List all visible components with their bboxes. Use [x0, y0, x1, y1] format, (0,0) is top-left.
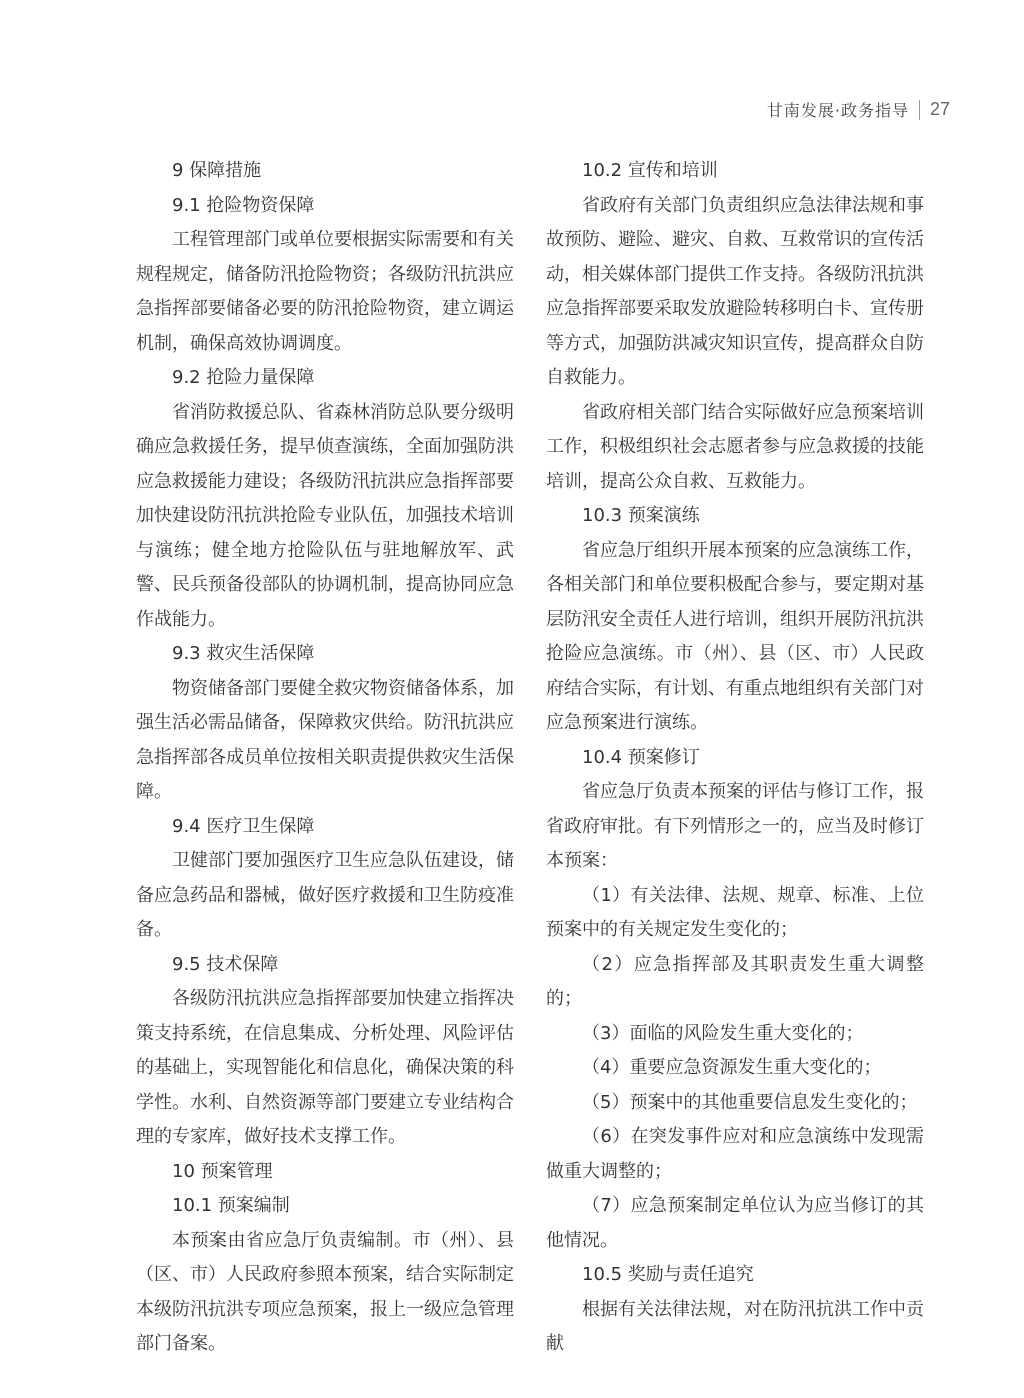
section-heading: 9.2 抢险力量保障 — [172, 367, 315, 388]
paragraph: （3）面临的风险发生重大变化的； — [582, 1022, 864, 1044]
section-heading: 9.1 抢险物资保障 — [172, 194, 315, 216]
section-heading: 10.1 预案编制 — [172, 1195, 290, 1216]
paragraph: （4）重要应急资源发生重大变化的； — [582, 1057, 882, 1078]
paragraph: 本预案由省应急厅负责编制。市（州）、县（区、市）人民政府参照本预案，结合实际制定本级防汛抗洪专项应急预案，报上一级应急管理部门备案。 — [136, 1229, 514, 1354]
paragraph: 省政府有关部门负责组织应急法律法规和事故预防、避险、避灾、自救、互救常识的宣传活动，相关媒体部门提供工作支持。各级防汛抗洪应急指挥部要采取发放避险转移明白卡、宣传册等方式，加强防洪减灾知识宣传，提高群众自防自救能力。 — [546, 194, 924, 388]
right-column — [546, 154, 924, 1362]
section-heading: 9 保障措施 — [172, 160, 262, 181]
section-heading: 10.4 预案修订 — [582, 746, 700, 768]
section-heading: 9.4 医疗卫生保障 — [172, 815, 315, 837]
paragraph: （1）有关法律、法规、规章、标准、上位预案中的有关规定发生变化的； — [546, 884, 924, 940]
page-header — [767, 98, 950, 121]
section-heading: 10.3 预案演练 — [582, 505, 700, 526]
paragraph: 省消防救援总队、省森林消防总队要分级明确应急救援任务，提早侦查演练，全面加强防洪应急救援能力建设；各级防汛抗洪应急指挥部要加快建设防汛抗洪抢险专业队伍，加强技术培训与演练；健全地方抢险队伍与驻地解放军、武警、民兵预备役部队的协调机制，提高协同应急作战能力。 — [136, 401, 514, 630]
paragraph: 省政府相关部门结合实际做好应急预案培训工作，积极组织社会志愿者参与应急救援的技能培训，提高公众自救、互救能力。 — [546, 401, 924, 492]
paragraph: 工程管理部门或单位要根据实际需要和有关规程规定，储备防汛抢险物资；各级防汛抗洪应急指挥部要储备必要的防汛抢险物资，建立调运机制，确保高效协调调度。 — [136, 229, 514, 354]
section-heading: 9.5 技术保障 — [172, 953, 279, 975]
paragraph: （5）预案中的其他重要信息发生变化的； — [582, 1091, 918, 1113]
section-heading: 9.3 救灾生活保障 — [172, 643, 315, 664]
paragraph: （7）应急预案制定单位认为应当修订的其他情况。 — [546, 1195, 924, 1251]
paragraph: （2）应急指挥部及其职责发生重大调整的； — [546, 953, 924, 1009]
paragraph: 卫健部门要加强医疗卫生应急队伍建设，储备应急药品和器械，做好医疗救援和卫生防疫准备。 — [136, 850, 514, 940]
section-heading: 10 预案管理 — [172, 1160, 273, 1182]
section-heading: 10.2 宣传和培训 — [582, 160, 718, 181]
publication-title: 甘南发展·政务指导 — [766, 101, 909, 120]
header-divider — [919, 100, 920, 120]
paragraph: 根据有关法律法规，对在防汛抗洪工作中贡献 — [546, 1298, 924, 1354]
section-heading: 10.5 奖励与责任追究 — [582, 1264, 754, 1285]
left-column — [136, 154, 514, 1362]
paragraph: （6）在突发事件应对和应急演练中发现需做重大调整的； — [546, 1126, 924, 1182]
paragraph: 各级防汛抗洪应急指挥部要加快建立指挥决策支持系统，在信息集成、分析处理、风险评估的基础上，实现智能化和信息化，确保决策的科学性。水利、自然资源等部门要建立专业结构合理的专家库，做好技术支撑工作。 — [136, 988, 514, 1147]
paragraph: 省应急厅负责本预案的评估与修订工作，报省政府审批。有下列情形之一的，应当及时修订本预案： — [546, 781, 924, 871]
page-number: 27 — [929, 99, 950, 119]
paragraph: 物资储备部门要健全救灾物资储备体系，加强生活必需品储备，保障救灾供给。防汛抗洪应急指挥部各成员单位按相关职责提供救灾生活保障。 — [136, 677, 514, 802]
paragraph: 省应急厅组织开展本预案的应急演练工作，各相关部门和单位要积极配合参与，要定期对基层防汛安全责任人进行培训，组织开展防汛抗洪抢险应急演练。市（州）、县（区、市）人民政府结合实际，有计划、有重点地组织有关部门对应急预案进行演练。 — [546, 539, 924, 733]
